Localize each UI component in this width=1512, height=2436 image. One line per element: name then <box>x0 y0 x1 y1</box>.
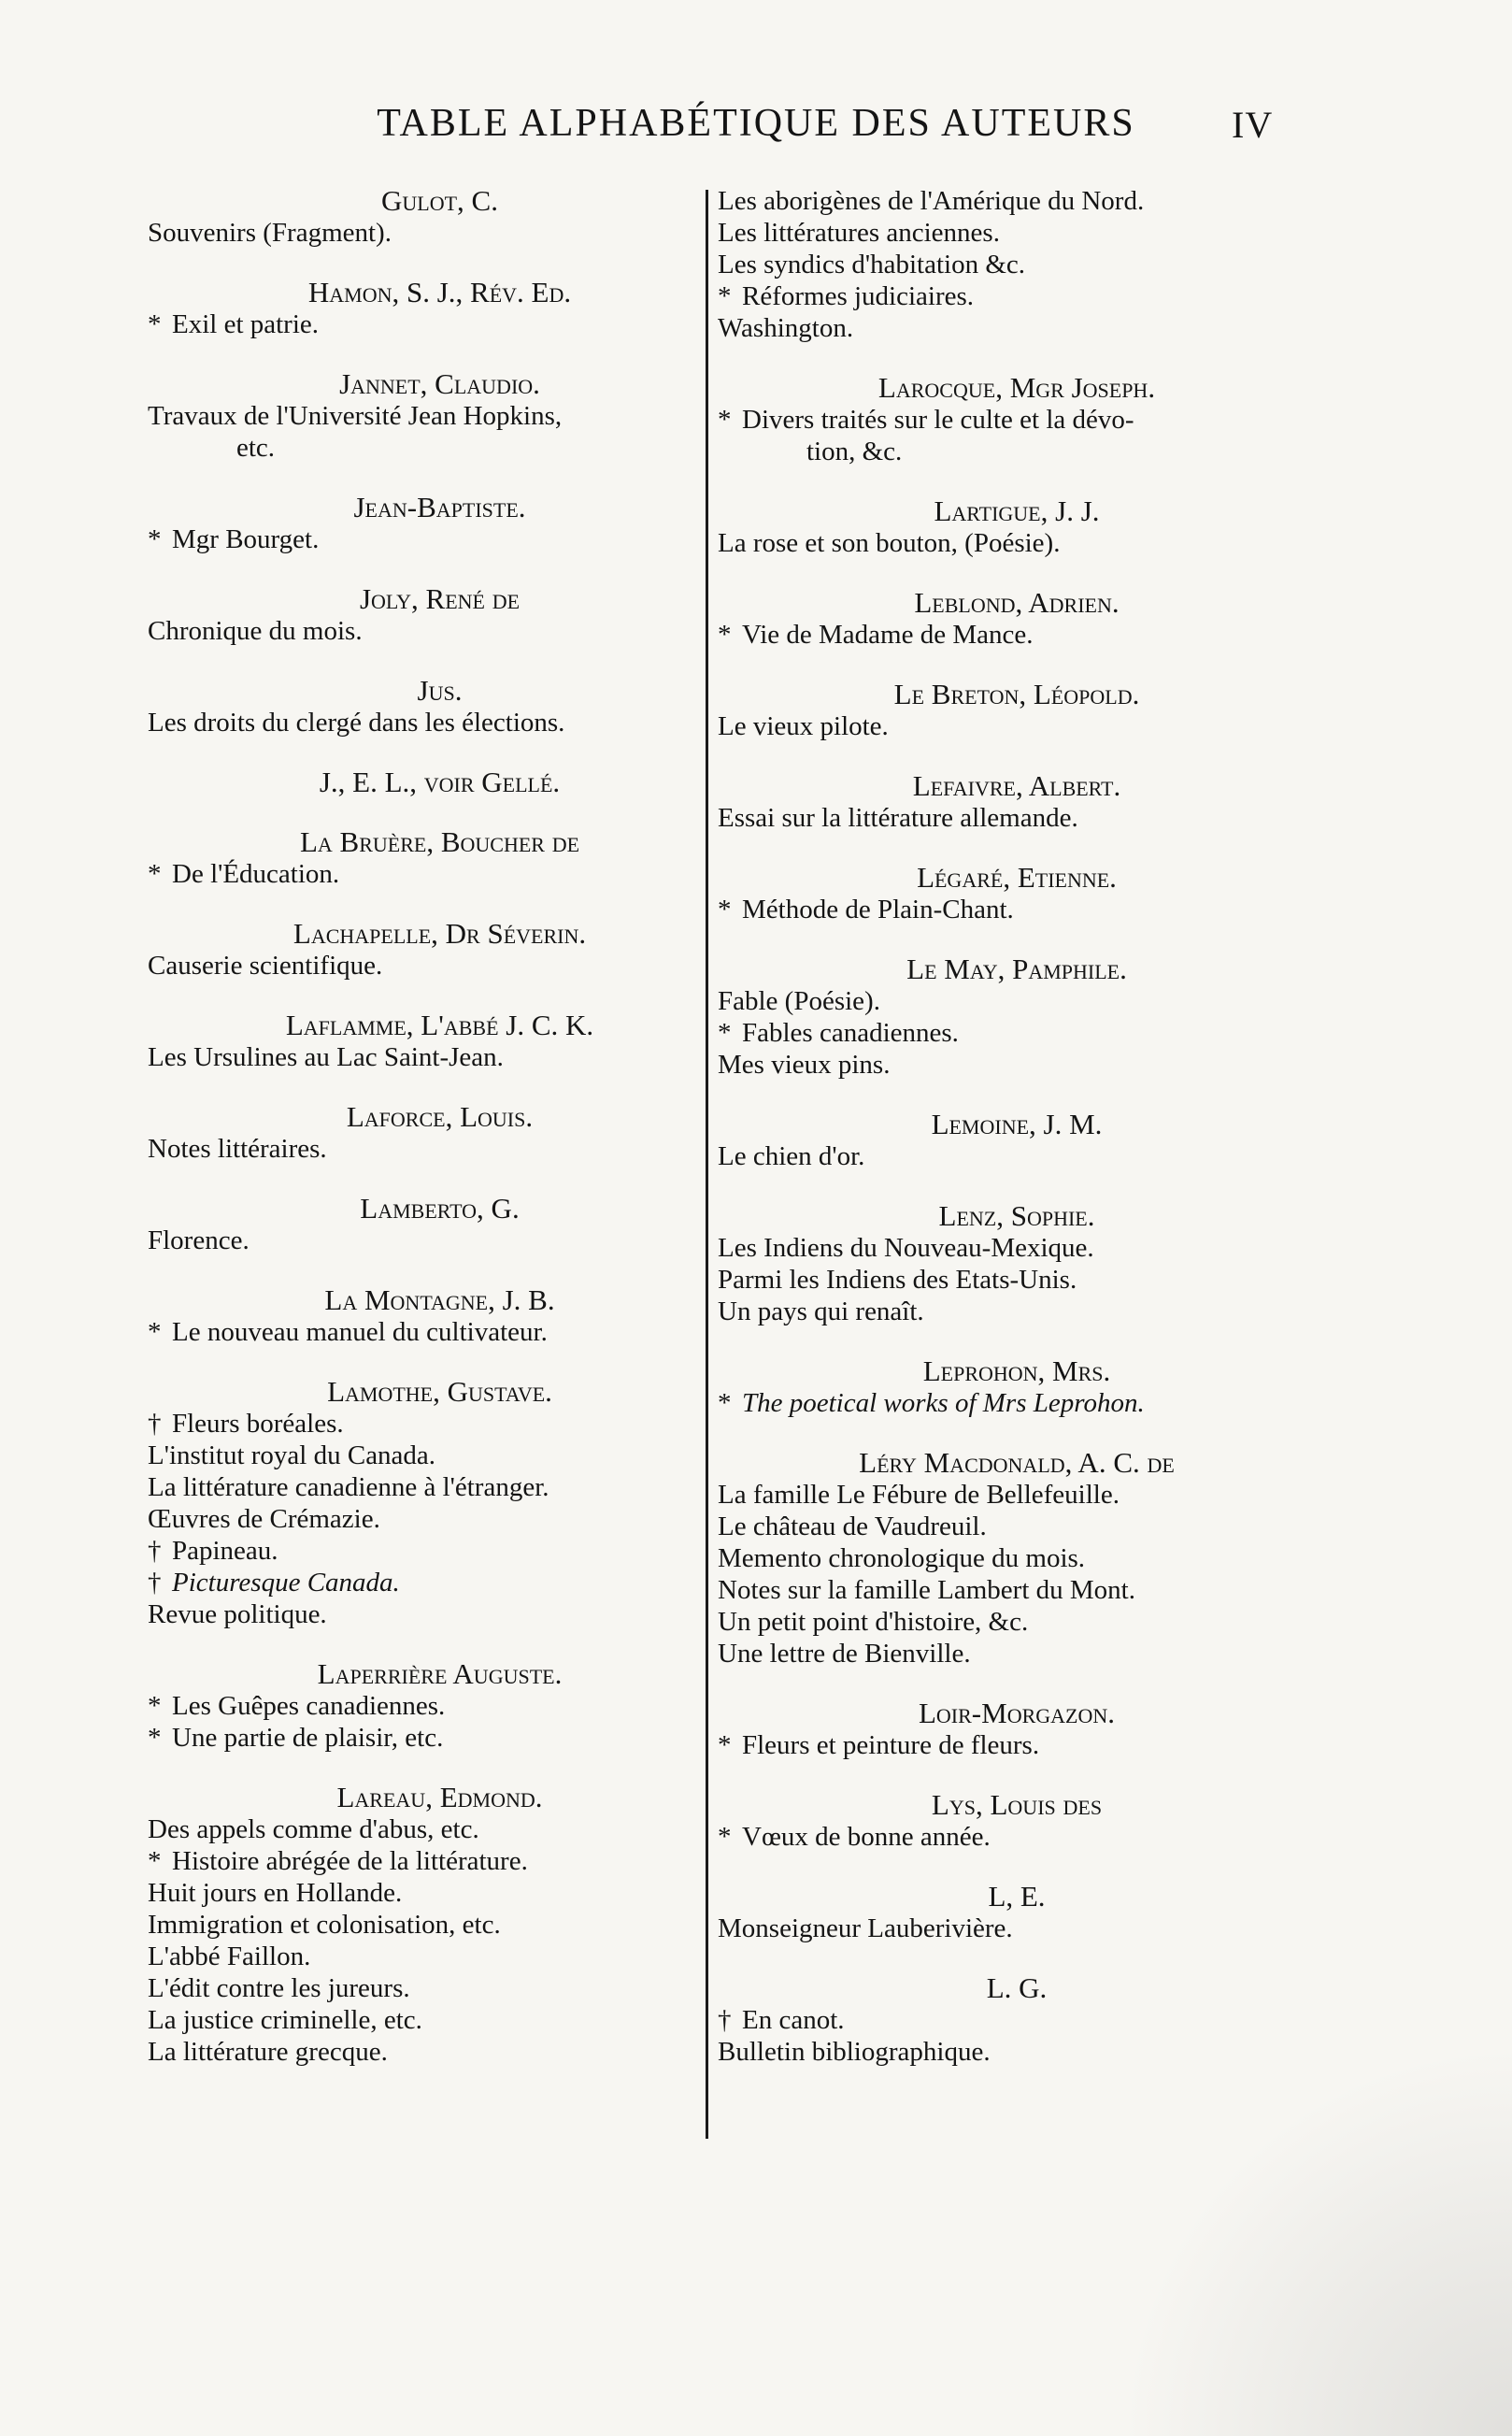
work-text: Washington. <box>718 313 854 343</box>
work-text: Revue politique. <box>148 1599 327 1629</box>
work-text: Les Guêpes canadiennes. <box>172 1691 446 1721</box>
work-title <box>148 1877 694 1909</box>
work-title <box>718 249 1278 280</box>
dagger-mark: † <box>718 2005 732 2035</box>
work-title <box>148 1941 694 1972</box>
work-title <box>718 312 1278 344</box>
work-text: Vœux de bonne année. <box>742 1822 991 1852</box>
work-title <box>718 404 1278 436</box>
work-text: Vie de Madame de Mance. <box>742 620 1034 650</box>
asterisk-mark: * <box>718 1730 732 1760</box>
author-name: La Bruère, Boucher de <box>299 825 580 858</box>
work-text: Divers traités sur le culte et la dévo- <box>742 405 1134 435</box>
work-title <box>718 1638 1278 1669</box>
index-entry <box>718 372 1278 467</box>
work-text: Les Ursulines au Lac Saint-Jean. <box>148 1042 504 1072</box>
index-entry <box>718 495 1278 559</box>
work-title <box>718 710 1278 742</box>
author-name: Lys, Louis des <box>931 1788 1103 1821</box>
index-entry <box>148 368 694 464</box>
author-name: Lareau, Edmond. <box>336 1781 543 1813</box>
author-name: Laforce, Louis. <box>346 1100 534 1133</box>
work-text: Histoire abrégée de la littérature. <box>172 1846 528 1876</box>
work-text: Florence. <box>148 1225 250 1255</box>
work-title <box>148 1133 694 1165</box>
author-name: J., E. L., voir Gellé. <box>319 766 561 798</box>
page-title: TABLE ALPHABÉTIQUE DES AUTEURS <box>377 102 1135 145</box>
index-entry <box>718 679 1278 742</box>
work-text: Le château de Vaudreuil. <box>718 1512 987 1541</box>
work-title <box>718 1140 1278 1172</box>
paper-stain <box>1120 2043 1512 2436</box>
index-entry <box>148 185 694 249</box>
author-name: Joly, René de <box>359 582 521 615</box>
work-text: Notes littéraires. <box>148 1134 327 1164</box>
work-title <box>718 1606 1278 1638</box>
work-text: L'institut royal du Canada. <box>148 1440 436 1470</box>
work-title <box>718 280 1278 312</box>
work-title <box>148 1471 694 1503</box>
index-entry <box>718 1355 1278 1419</box>
work-text: Notes sur la famille Lambert du Mont. <box>718 1575 1135 1605</box>
work-text: etc. <box>236 433 276 463</box>
index-entry <box>148 1376 694 1630</box>
author-name: Léry Macdonald, A. C. de <box>859 1446 1175 1479</box>
work-text: Les Indiens du Nouveau-Mexique. <box>718 1233 1094 1263</box>
author-name: La Montagne, J. B. <box>324 1283 555 1316</box>
author-name: Gulot, C. <box>381 184 498 217</box>
author-name: Lemoine, J. M. <box>931 1108 1103 1140</box>
work-text: Souvenirs (Fragment). <box>148 218 392 248</box>
asterisk-mark: * <box>718 1388 732 1418</box>
work-text: Parmi les Indiens des Etats-Unis. <box>718 1265 1077 1295</box>
index-entry <box>718 770 1278 834</box>
index-entry <box>148 583 694 647</box>
work-title <box>148 523 694 555</box>
work-title <box>148 1225 694 1256</box>
work-title <box>718 1017 1278 1049</box>
work-text: Fleurs et peinture de fleurs. <box>742 1730 1040 1760</box>
asterisk-mark: * <box>148 1723 162 1753</box>
work-title <box>718 802 1278 834</box>
work-title <box>148 1041 694 1073</box>
work-title <box>718 1232 1278 1264</box>
work-title <box>148 217 694 249</box>
work-title <box>148 308 694 340</box>
index-entry <box>148 1010 694 1073</box>
work-text: Immigration et colonisation, etc. <box>148 1910 501 1940</box>
work-text: Mes vieux pins. <box>718 1050 891 1080</box>
author-name: Leblond, Adrien. <box>914 586 1120 619</box>
work-title <box>148 615 694 647</box>
work-text: Causerie scientifique. <box>148 951 383 981</box>
work-text: Le vieux pilote. <box>718 711 889 741</box>
work-title <box>148 1598 694 1630</box>
work-text: Chronique du mois. <box>148 616 363 646</box>
work-title <box>718 185 1278 217</box>
work-title <box>718 1479 1278 1511</box>
asterisk-mark: * <box>718 405 732 435</box>
work-title <box>148 950 694 982</box>
work-title <box>148 1535 694 1567</box>
asterisk-mark: * <box>148 524 162 554</box>
work-text: La littérature grecque. <box>148 2037 388 2067</box>
index-entry <box>718 1447 1278 1669</box>
work-text: Un petit point d'histoire, &c. <box>718 1607 1029 1637</box>
work-text: Exil et patrie. <box>172 309 320 339</box>
author-name: Loir-Morgazon. <box>918 1697 1115 1729</box>
index-entry <box>148 492 694 555</box>
work-title <box>718 1296 1278 1327</box>
work-title <box>148 858 694 890</box>
author-name: L, E. <box>988 1880 1046 1913</box>
index-entry <box>148 918 694 982</box>
work-text: Fable (Poésie). <box>718 986 880 1016</box>
work-text: Une partie de plaisir, etc. <box>172 1723 444 1753</box>
work-text: Huit jours en Hollande. <box>148 1878 403 1908</box>
author-name: Jus. <box>417 674 463 707</box>
asterisk-mark: * <box>148 309 162 339</box>
work-text: La rose et son bouton, (Poésie). <box>718 528 1061 558</box>
work-title <box>718 1821 1278 1853</box>
work-title <box>148 1503 694 1535</box>
column-divider <box>706 190 708 2139</box>
work-title <box>148 1408 694 1440</box>
work-text: Memento chronologique du mois. <box>718 1543 1086 1573</box>
work-title <box>148 1845 694 1877</box>
author-name: Lenz, Sophie. <box>938 1199 1095 1232</box>
work-title <box>718 527 1278 559</box>
work-text: tion, &c. <box>806 437 903 466</box>
author-name: Lamothe, Gustave. <box>327 1375 552 1408</box>
author-name: Lachapelle, Dr Séverin. <box>292 917 587 950</box>
dagger-mark: † <box>148 1536 162 1566</box>
work-text: Des appels comme d'abus, etc. <box>148 1814 479 1844</box>
author-name: Lefaivre, Albert. <box>912 769 1121 802</box>
work-text: Les aborigènes de l'Amérique du Nord. <box>718 186 1145 216</box>
work-title <box>718 619 1278 651</box>
index-entry <box>148 1782 694 2068</box>
author-name: Laperrière Auguste. <box>317 1657 563 1690</box>
dagger-mark: † <box>148 1409 162 1439</box>
index-entry <box>148 1193 694 1256</box>
work-title <box>148 1722 694 1754</box>
author-name: Légaré, Etienne. <box>917 861 1117 894</box>
work-title <box>718 1264 1278 1296</box>
work-title <box>148 1316 694 1348</box>
index-entry <box>718 185 1278 344</box>
index-entry <box>718 1789 1278 1853</box>
asterisk-mark: * <box>718 620 732 650</box>
work-text: Réformes judiciaires. <box>742 281 975 311</box>
index-entry <box>148 675 694 738</box>
work-text: Le nouveau manuel du cultivateur. <box>172 1317 548 1347</box>
work-title <box>148 1440 694 1471</box>
work-text: L'édit contre les jureurs. <box>148 1973 410 2003</box>
index-entry <box>148 1284 694 1348</box>
work-title <box>718 1913 1278 1944</box>
work-title <box>148 1972 694 2004</box>
asterisk-mark: * <box>148 859 162 889</box>
left-column <box>148 185 694 2096</box>
index-entry <box>148 1658 694 1754</box>
asterisk-mark: * <box>718 1018 732 1048</box>
author-name: Le Breton, Léopold. <box>893 678 1140 710</box>
dagger-mark: † <box>148 1568 162 1598</box>
work-title <box>718 894 1278 925</box>
work-text: Les syndics d'habitation &c. <box>718 250 1025 279</box>
page-number: IV <box>1232 104 1274 146</box>
author-name: Hamon, S. J., Rév. Ed. <box>307 276 572 308</box>
index-entry <box>148 767 694 798</box>
work-text: The poetical works of Mrs Leprohon. <box>742 1388 1145 1418</box>
work-text: Fables canadiennes. <box>742 1018 959 1048</box>
work-text: Fleurs boréales. <box>172 1409 344 1439</box>
right-column <box>718 185 1278 2096</box>
work-text: Papineau. <box>172 1536 278 1566</box>
author-name: L. G. <box>986 1971 1048 2004</box>
work-text: Essai sur la littérature allemande. <box>718 803 1078 833</box>
index-entry <box>718 1200 1278 1327</box>
work-text: Mgr Bourget. <box>172 524 320 554</box>
work-text: Une lettre de Bienville. <box>718 1639 971 1669</box>
index-entry <box>718 1698 1278 1761</box>
work-title <box>148 2004 694 2036</box>
author-name: Le May, Pamphile. <box>906 953 1127 985</box>
work-text: De l'Éducation. <box>172 859 340 889</box>
work-text: La littérature canadienne à l'étranger. <box>148 1472 549 1502</box>
work-title <box>148 1909 694 1941</box>
index-entry <box>718 1881 1278 1944</box>
author-name: Jean-Baptiste. <box>353 491 526 523</box>
work-text: La justice criminelle, etc. <box>148 2005 422 2035</box>
asterisk-mark: * <box>718 895 732 924</box>
work-title <box>718 1574 1278 1606</box>
work-text: Un pays qui renaît. <box>718 1297 924 1326</box>
index-entry <box>718 862 1278 925</box>
work-title <box>148 400 694 432</box>
work-text: Les droits du clergé dans les élections. <box>148 708 565 738</box>
author-name: Lamberto, G. <box>360 1192 520 1225</box>
work-text: Méthode de Plain-Chant. <box>742 895 1014 924</box>
author-name: Lartigue, J. J. <box>934 494 1100 527</box>
work-title <box>148 2036 694 2068</box>
author-name: Larocque, Mgr Joseph. <box>877 371 1156 404</box>
work-title <box>718 217 1278 249</box>
author-name: Leprohon, Mrs. <box>922 1354 1111 1387</box>
work-text: En canot. <box>742 2005 845 2035</box>
work-text: L'abbé Faillon. <box>148 1942 311 1971</box>
work-title <box>148 707 694 738</box>
work-title <box>718 2004 1278 2036</box>
work-title <box>148 1813 694 1845</box>
work-title <box>148 1690 694 1722</box>
work-text: Picturesque Canada. <box>172 1568 400 1598</box>
work-title <box>718 985 1278 1017</box>
work-title <box>718 1729 1278 1761</box>
work-title <box>718 1511 1278 1542</box>
index-entry <box>148 826 694 890</box>
asterisk-mark: * <box>718 1822 732 1852</box>
work-title <box>718 436 1278 467</box>
work-text: Œuvres de Crémazie. <box>148 1504 380 1534</box>
work-title <box>718 1049 1278 1081</box>
asterisk-mark: * <box>148 1691 162 1721</box>
work-text: Le chien d'or. <box>718 1141 865 1171</box>
index-entry <box>148 1101 694 1165</box>
work-title <box>148 1567 694 1598</box>
work-text: Travaux de l'Université Jean Hopkins, <box>148 401 563 431</box>
author-name: Laflamme, L'abbé J. C. K. <box>285 1009 594 1041</box>
index-entry <box>718 587 1278 651</box>
work-text: Les littératures anciennes. <box>718 218 1000 248</box>
author-name: Jannet, Claudio. <box>339 367 540 400</box>
work-text: La famille Le Fébure de Bellefeuille. <box>718 1480 1120 1510</box>
work-title <box>148 432 694 464</box>
index-entry <box>148 277 694 340</box>
work-title <box>718 1542 1278 1574</box>
work-title <box>718 1387 1278 1419</box>
asterisk-mark: * <box>148 1317 162 1347</box>
work-text: Monseigneur Lauberivière. <box>718 1913 1013 1943</box>
work-text: Bulletin bibliographique. <box>718 2037 991 2067</box>
asterisk-mark: * <box>718 281 732 311</box>
index-entry <box>718 1109 1278 1172</box>
index-entry <box>718 953 1278 1081</box>
asterisk-mark: * <box>148 1846 162 1876</box>
